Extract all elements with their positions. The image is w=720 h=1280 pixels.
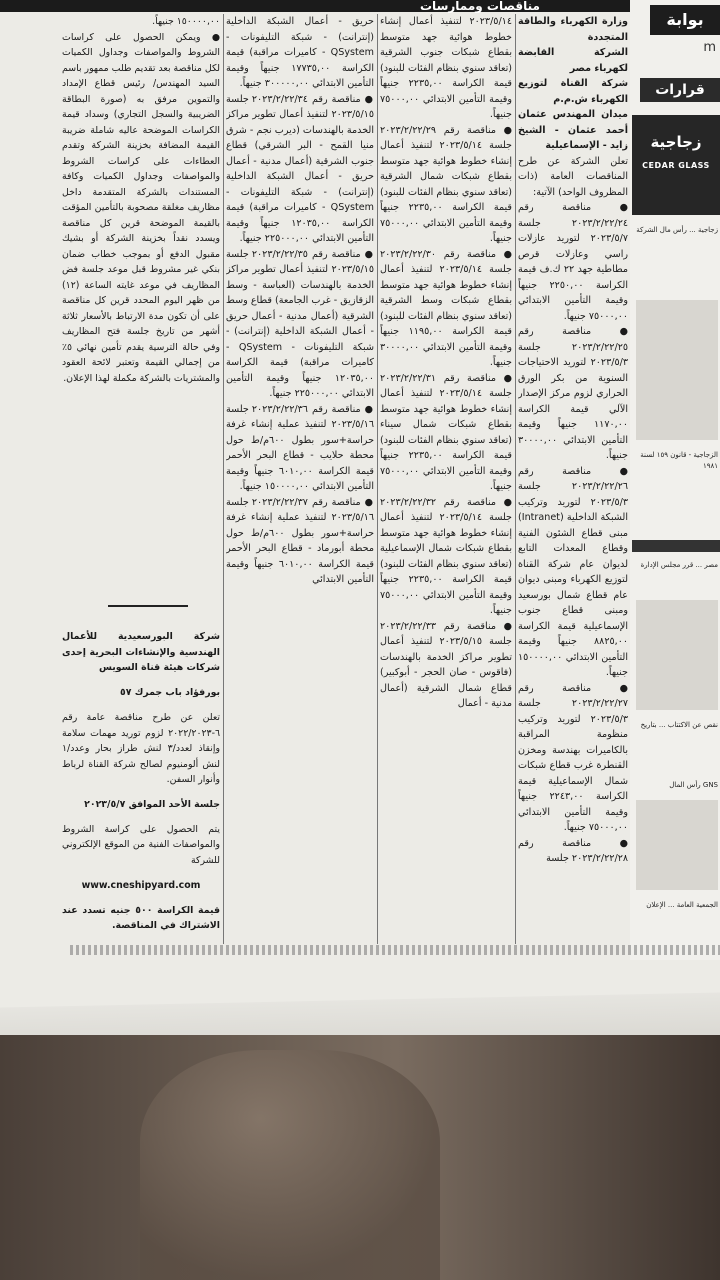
column-1 <box>518 14 628 944</box>
shipyard-company: شركة البورسعيدية للأعمال الهندسية والإنشاءات البحرية إحدى شركات هيئة قناة السويس <box>62 631 220 674</box>
strip-text-1: زجاجية ... رأس مال الشركة <box>636 226 718 234</box>
fold-dashes <box>70 945 720 955</box>
col3-para-1: ● مناقصة رقم ٢٠٢٣/٢/٢٢/٣٤ جلسة ٢٠٢٣/٥/١٥ لتنفيذ أعمال تطوير مراكز الخدمة بالهندسات (ديرب نجم - شرق منيا القمح - البر الشرقي) قطاع جنوب الشرقية (أعمال مدنية - أعمال حريق - أعمال الشبكة الداخلية (إنترانت) - شبكة التليفونات - QSystem - كاميرات مراقبة) قيمة الكراسة ١٢٠٣٥,٠٠ جنيهاً وقيمة التأمين الابتدائي ٢٢٥٠٠٠,٠٠ جنيهاً. <box>226 93 374 244</box>
strip-dense-block <box>636 300 718 440</box>
col1-para-5: ● مناقصة رقم ٢٠٢٣/٢/٢٢/٢٤ جلسة ٢٠٢٣/٥/٧ لتوريد عازلات راسي وعازلات قرص مطاطية جهد ٢٢ ك.ف قيمة الكراسة ٢٢٥٠,٠٠ جنيهاً وقيمة التأمين الابتدائي ٧٥٠٠٠,٠٠ جنيهاً. <box>518 202 628 322</box>
col2-para-4: ● مناقصة رقم ٢٠٢٣/٢/٢٢/٣٢ جلسة ٢٠٢٣/٥/١٤ لتنفيذ أعمال إنشاء خطوط هوائية جهد متوسط بقطاع شبكات شمال الإسماعيلية (تعاقد سنوي بنظام الفئات للبنود) قيمة الكراسة ٢٢٣٥,٠٠ جنيهاً وقيمة التأمين الابتدائي ٧٥٠٠٠,٠٠ جنيهاً. <box>380 496 512 616</box>
col3-para-2: ● مناقصة رقم ٢٠٢٣/٢/٢٢/٣٥ جلسة ٢٠٢٣/٥/١٥ لتنفيذ أعمال تطوير مراكز الخدمة بالهندسات (العباسة - وسط الزقازيق - غرب الجامعة) قطاع وسط الشرقية (أعمال مدنية - أعمال حريق - أعمال الشبكة الداخلية (إنترانت) - شبكة التليفونات - QSystem - كاميرات مراقبة) قيمة الكراسة ١٢٠٣٥,٠٠ جنيهاً وقيمة التأمين الابتدائي ٢٢٥٠٠٠,٠٠ جنيهاً. <box>226 248 374 399</box>
col3-para-3: ● مناقصة رقم ٢٠٢٣/٢/٢٢/٣٦ جلسة ٢٠٢٣/٥/١٦ لتنفيذ عملية إنشاء غرفة حراسة+سور بطول ٦٠٠م/ط حول محطة حلايب - قطاع البحر الأحمر قيمة الكراسة ٦٠١٠,٠٠ جنيهاً وقيمة التأمين الابتدائي ١٥٠٠٠٠,٠٠ جنيهاً. <box>226 403 374 492</box>
shipyard-address: بورفؤاد باب جمرك ٥٧ <box>119 687 220 699</box>
col3-para-0: حريق - أعمال الشبكة الداخلية (إنترانت) - شبكة التليفونات - QSystem - كاميرات مراقبة) قيمة الكراسة ١٧٧٣٥,٠٠ جنيهاً وقيمة التأمين الابتدائي ٣٠٠٠٠٠,٠٠ جنيهاً. <box>226 16 374 89</box>
col2-para-2: ● مناقصة رقم ٢٠٢٣/٢/٢٢/٣٠ جلسة ٢٠٢٣/٥/١٤ لتنفيذ أعمال إنشاء خطوط هوائية جهد متوسط بقطاع شبكات وسط الشرقية (تعاقد سنوي بنظام الفئات للبنود) قيمة الكراسة ١١٩٥,٠٠ جنيهاً وقيمة التأمين الابتدائي ٣٠٠٠٠,٠٠ جنيهاً. <box>380 248 512 368</box>
shipyard-fee: قيمة الكراسة ٥٠٠ جنيه تسدد عند الاشتراك في المناقصة. <box>62 904 220 932</box>
col1-para-8: ● مناقصة رقم ٢٠٢٣/٢/٢٢/٢٧ جلسة ٢٠٢٣/٥/٣ لتوريد وتركيب منظومة المراقبة بالكاميرات بهندسة ومخزن القنطرة غرب قطاع شبكات شمال الإسماعيلية قيمة الكراسة ٢٢٤٣,٠٠ جنيهاً وقيمة التأمين الابتدائي ٧٥٠٠٠,٠٠ جنيهاً. <box>518 682 628 833</box>
col1-para-6: ● مناقصة رقم ٢٠٢٣/٢/٢٢/٢٥ جلسة ٢٠٢٣/٥/٣ لتوريد الاحتياجات السنوية من بكر الورق الحراري لزوم مركز الإصدار الآلي قيمة الكراسة ١١٧٠,٠٠ جنيهاً وقيمة التأمين الابتدائي ٣٠٠٠٠,٠٠ جنيهاً. <box>518 326 628 461</box>
col1-para-4: تعلن الشركة عن طرح المناقصات العامة (ذات المظروف الواحد) الآتية: <box>518 155 628 198</box>
shipyard-website: www.cneshipyard.com <box>81 879 201 891</box>
shipyard-ad <box>62 620 220 950</box>
decisions-section-bar: قرارات <box>640 78 720 102</box>
strip-dense-block-3 <box>636 800 718 890</box>
col2-para-1: ● مناقصة رقم ٢٠٢٣/٢/٢٢/٢٩ جلسة ٢٠٢٣/٥/١٤ لتنفيذ أعمال إنشاء خطوط هوائية جهد متوسط بقطاع شبكات شمال الشرقية (تعاقد سنوي بنظام الفئات للبنود) قيمة الكراسة ٢٢٣٥,٠٠ جنيهاً وقيمة التأمين الابتدائي ٧٥٠٠٠,٠٠ جنيهاً. <box>380 124 512 244</box>
col1-para-7: ● مناقصة رقم ٢٠٢٣/٢/٢٢/٢٦ جلسة ٢٠٢٣/٥/٣ لتوريد وتركيب الشبكة الداخلية (Intranet) مبنى قطاع الشئون الفنية وقطاع المعدات التابع لديوان عام شركة القناة لتوزيع الكهرباء ومبنى ديوان عام قطاع شمال بورسعيد ومبنى قطاع جنوب الإسماعيلية قيمة الكراسة ٨٨٢٥,٠٠ جنيهاً وقيمة التأمين الابتدائي ١٥٠٠٠٠,٠٠ جنيهاً. <box>518 465 628 678</box>
glass-ad-subtitle: CEDAR GLASS <box>642 161 710 170</box>
col1-para-0: وزارة الكهرباء والطاقة المتجددة <box>518 16 628 43</box>
strip-dark-rule <box>632 540 720 552</box>
strip-text-2: الزجاجية - قانون ١٥٩ لسنة ١٩٨١ <box>640 451 718 470</box>
col2-para-0: ٢٠٢٣/٥/١٤ لتنفيذ أعمال إنشاء خطوط هوائية جهد متوسط بقطاع شبكات جنوب الشرقية (تعاقد سنوي بنظام الفئات للبنود) قيمة الكراسة ٢٢٣٥,٠٠ جنيهاً وقيمة التأمين الابتدائي ٧٥٠٠٠,٠٠ جنيهاً. <box>380 16 512 120</box>
foot-shadow <box>140 1050 440 1280</box>
col1-para-3: ميدان المهندس عثمان أحمد عثمان - الشيخ زايد - الإسماعيلية <box>518 109 628 151</box>
col1-para-1: الشركة القابضة لكهرباء مصر <box>518 47 628 74</box>
separator-line <box>108 605 188 607</box>
col4-para-0: ١٥٠٠٠٠,٠٠ جنيهاً. <box>152 16 220 27</box>
col1-para-9: ● مناقصة رقم ٢٠٢٣/٢/٢٢/٢٨ جلسة <box>518 837 628 864</box>
strip-text-6: الجمعية العامة ... الإعلان <box>646 901 718 909</box>
shipyard-session: جلسة الأحد الموافق ٢٠٢٣/٥/٧ <box>84 799 220 811</box>
column-divider <box>223 14 224 944</box>
masthead-letter: m <box>703 40 716 55</box>
section-header: مناقصات وممارسات <box>420 0 540 13</box>
strip-text-5: GNS رأس المال <box>669 781 718 789</box>
column-2 <box>380 14 512 944</box>
masthead-logo: بوابة <box>650 5 720 35</box>
column-3 <box>226 14 374 944</box>
strip-text-3: مصر ... قرر مجلس الإدارة <box>640 561 718 569</box>
shipyard-note: يتم الحصول على كراسة الشروط والمواصفات الفنية من الموقع الإلكتروني للشركة <box>62 823 220 866</box>
strip-text-4: نقص عن الاكتتاب ... بتاريخ <box>640 721 718 729</box>
glass-company-ad <box>632 115 720 215</box>
glass-ad-title: زجاجية <box>650 133 702 151</box>
column-divider <box>515 14 516 944</box>
col2-para-3: ● مناقصة رقم ٢٠٢٣/٢/٢٢/٣١ جلسة ٢٠٢٣/٥/١٤ لتنفيذ أعمال إنشاء خطوط هوائية جهد متوسط بقطاع شبكات شمال سيناء (تعاقد سنوي بنظام الفئات للبنود) قيمة الكراسة ٢٢٣٥,٠٠ جنيهاً وقيمة التأمين الابتدائي ٧٥٠٠٠,٠٠ جنيهاً. <box>380 372 512 492</box>
right-edge-strip <box>630 0 720 960</box>
col1-para-2: شركة القناة لتوزيع الكهرباء ش.م.م <box>518 78 628 105</box>
col3-para-4: ● مناقصة رقم ٢٠٢٣/٢/٢٢/٣٧ جلسة ٢٠٢٣/٥/١٦ لتنفيذ عملية إنشاء غرفة حراسة+سور بطول ٦٠٠م/ط حول محطة أبورماد - قطاع البحر الأحمر قيمة الكراسة ٦٠١٠,٠٠ جنيهاً وقيمة التأمين الابتدائي <box>226 496 374 585</box>
column-4 <box>62 14 220 584</box>
col4-para-1: ● ويمكن الحصول على كراسات الشروط والمواصفات وجداول الكميات لكل مناقصة بعد تقديم طلب ممهور باسم السيد المهندس/ رئيس قطاع الإمداد والتموين مرفق به (صورة البطاقة الضريبية والسجل التجاري) وسداد قيمة الكراسات الموضحة عاليه شاملة ضريبة القيمة المضافة بخزينة الشركة وتقدم العطاءات على كراسات الشروط والمواصفات وجداول الكميات وكافة المستندات بالشركة المتقدمة داخل مظاريف مغلقة مصحوبة بالتأمين المؤقت بالقيمة الموضحة قرين كل مناقصة ويسدد نقداً بخزينة الشركة أو بشيك مقبول الدفع أو بموجب خطاب ضمان بنكي غير مشروط قبل موعد جلسة فض المظاريف في موعد غايته الساعة (١٢) من ظهر اليوم المحدد قرين كل مناقصة على أن تكون مدة الارتباط بالأسعار ثلاثة أشهر من تاريخ جلسة فتح المظاريف وفي حالة الترسية يقدم تأمين نهائي ٥٪ من إجمالي القيمة وتعتبر لائحة العقود والمشتريات بالشركة مكملة لهذا الإعلان. <box>62 31 220 384</box>
col2-para-5: ● مناقصة رقم ٢٠٢٣/٢/٢٢/٣٣ جلسة ٢٠٢٣/٥/١٥ لتنفيذ أعمال تطوير مراكز الخدمة بالهندسات (فاقوس - صان الحجر - أبوكبير) قطاع شمال الشرقية (أعمال مدنية - أعمال <box>380 620 512 709</box>
column-divider <box>377 14 378 944</box>
strip-dense-block-2 <box>636 600 718 710</box>
shipyard-body: تعلن عن طرح مناقصة عامة رقم ٦-٢٠٢٢/٢٠٢٣ لزوم توريد مهمات سلامة وإنقاذ لعدد/٣ لنش طراز بحار وعدد/١ لنش ألومنيوم لصالح شركة القناة لرباط وأنوار السفن. <box>62 712 220 786</box>
